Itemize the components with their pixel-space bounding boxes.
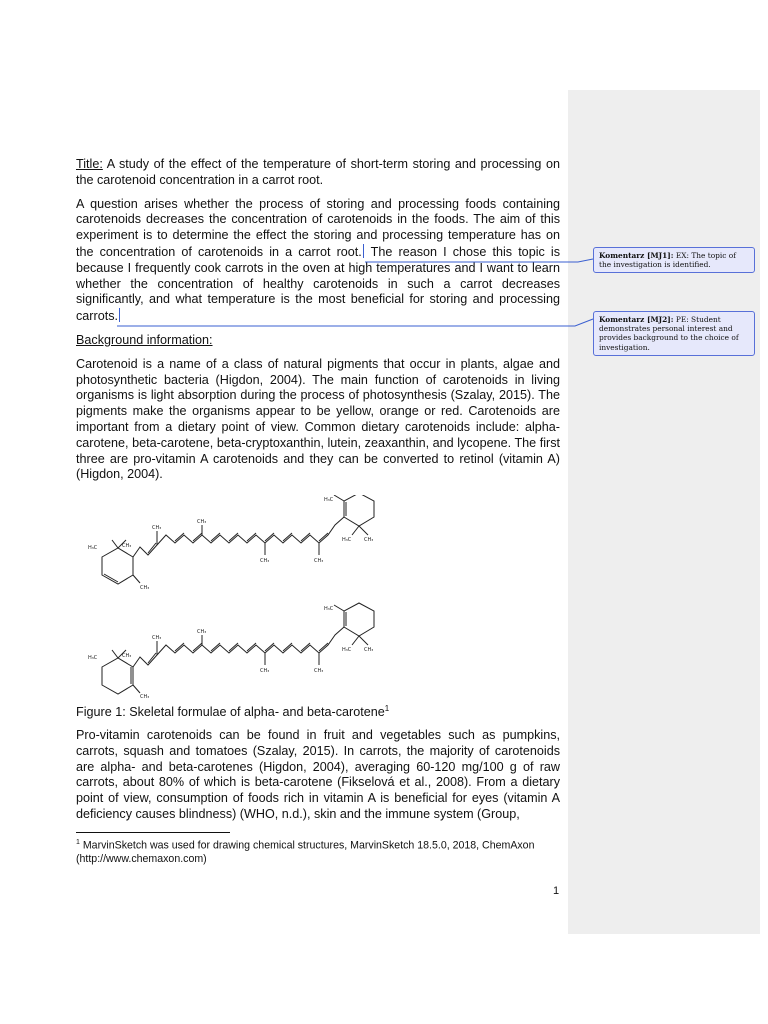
intro-text-part2: The reason I chose this topic is because I frequently cook carrots in the oven at high temperatures and I want to learn whether the concentration of healthy carotenoids in such a carrot decreases significantly, and what temperature is the most beneficial for storing and processing carrots. xyxy=(76,244,561,324)
comment-mj1[interactable] xyxy=(593,247,755,273)
footnote-separator xyxy=(76,832,230,833)
main-text xyxy=(76,157,560,491)
beta-label-ch3-c: CH₃ xyxy=(260,668,270,674)
footnote-number: 1 xyxy=(76,839,80,846)
beta-label-ch3-ring: CH₃ xyxy=(122,653,132,659)
beta-label-ch3-d: CH₃ xyxy=(314,668,324,674)
background-heading xyxy=(76,333,560,349)
alpha-label-ch3-ring: CH₃ xyxy=(122,543,132,549)
beta-label-ch3-a: CH₃ xyxy=(152,635,162,641)
footnote-text: MarvinSketch was used for drawing chemical structures, MarvinSketch 18.5.0, 2018, ChemAxon (http://www.chemaxon.com) xyxy=(76,839,535,865)
title-paragraph xyxy=(76,157,560,189)
page-number: 1 xyxy=(553,885,560,897)
beta-label-h3c-left: H₃C xyxy=(88,655,98,661)
title-text: A study of the effect of the temperature of short-term storing and processing on the carotenoid concentration in a carrot root. xyxy=(76,157,560,187)
alpha-polyene-chain xyxy=(133,517,344,557)
alpha-label-ch3-a: CH₃ xyxy=(152,525,162,531)
beta-label-ch3-low: CH₃ xyxy=(140,694,150,700)
carotene-skeletal-formulae xyxy=(80,495,390,700)
title-label: Title: xyxy=(76,157,103,171)
figure-caption-footnote-ref[interactable]: 1 xyxy=(384,704,390,713)
beta-left-ring xyxy=(102,658,133,694)
alpha-label-h3c-left: H₃C xyxy=(88,545,98,551)
alpha-label-ch3-b: CH₃ xyxy=(197,519,207,525)
beta-label-h3c-ring: H₃C xyxy=(342,647,352,653)
comment-mj2-text: PE: Student demonstrates personal interest and provides background to the choice of investigation. xyxy=(599,315,739,352)
comment-anchor-mj1[interactable] xyxy=(363,244,364,258)
figure-caption-text: Figure 1: Skeletal formulae of alpha- and beta-carotene xyxy=(76,705,385,720)
provitamin-paragraph: Pro-vitamin carotenoids can be found in fruit and vegetables such as pumpkins, carrots, squash and tomatoes (Szalay, 2015). In carrots, the majority of carotenoids are alpha- and beta-carotenes (Higdon, 2004), averaging 60-120 mg/100 g of raw carrots, about 80% of which is beta-carotene (Fikselová et al., 2008). From a dietary point of view, consumption of foods rich in vitamin A is beneficial for eyes (vitamin A deficiency causes blindness) (WHO, n.d.), skin and the immune system (Group, xyxy=(76,728,560,821)
comment-mj2-author: Komentarz [MJ2]: xyxy=(599,315,674,324)
comment-mj1-author: Komentarz [MJ1]: xyxy=(599,251,674,260)
comment-mj2[interactable] xyxy=(593,311,755,356)
beta-right-ring xyxy=(344,603,374,636)
beta-polyene-chain xyxy=(133,627,344,667)
figure-caption xyxy=(76,704,560,719)
intro-text-part1: A question arises whether the process of storing and processing foods containing carotenoids decreases the concentration of carotenoids in the foods. The aim of this experiment is to determine the effect the storing and processing temperature has on the concentration of carotenoids in a carrot root. xyxy=(76,196,560,259)
comment-anchor-mj2[interactable] xyxy=(119,308,120,322)
alpha-left-ring xyxy=(102,548,133,584)
alpha-label-h3c-ring: H₃C xyxy=(342,537,352,543)
alpha-label-ch3-ring-right: CH₃ xyxy=(364,537,374,543)
intro-paragraph xyxy=(76,197,560,325)
comment-mj1-text: EX: The topic of the investigation is identified. xyxy=(599,251,736,270)
beta-label-h3c-right: H₃C xyxy=(324,606,334,612)
footnote xyxy=(76,836,560,866)
alpha-right-ring xyxy=(344,495,374,526)
beta-label-ch3-b: CH₃ xyxy=(197,629,207,635)
alpha-label-ch3-c: CH₃ xyxy=(260,558,270,564)
beta-label-ch3-ring-right: CH₃ xyxy=(364,647,374,653)
alpha-label-h3c-right: H₃C xyxy=(324,497,334,503)
background-paragraph: Carotenoid is a name of a class of natural pigments that occur in plants, algae and photosynthetic bacteria (Higdon, 2004). The main function of carotenoids in living organisms is light absorption during the process of photosynthesis (Szalay, 2015). The pigments make the organisms appear to be yellow, orange or red. Carotenoids are important from a dietary point of view. Common dietary carotenoids include: alpha-carotene, beta-carotene, beta-cryptoxanthin, lutein, zeaxanthin, and lycopene. The first three are pro-vitamin A carotenoids and they can be converted to retinol (vitamin A) (Higdon, 2004). xyxy=(76,356,560,482)
background-heading-text: Background information: xyxy=(76,332,213,347)
alpha-label-ch3-low: CH₃ xyxy=(140,585,150,591)
alpha-label-ch3-d: CH₃ xyxy=(314,558,324,564)
